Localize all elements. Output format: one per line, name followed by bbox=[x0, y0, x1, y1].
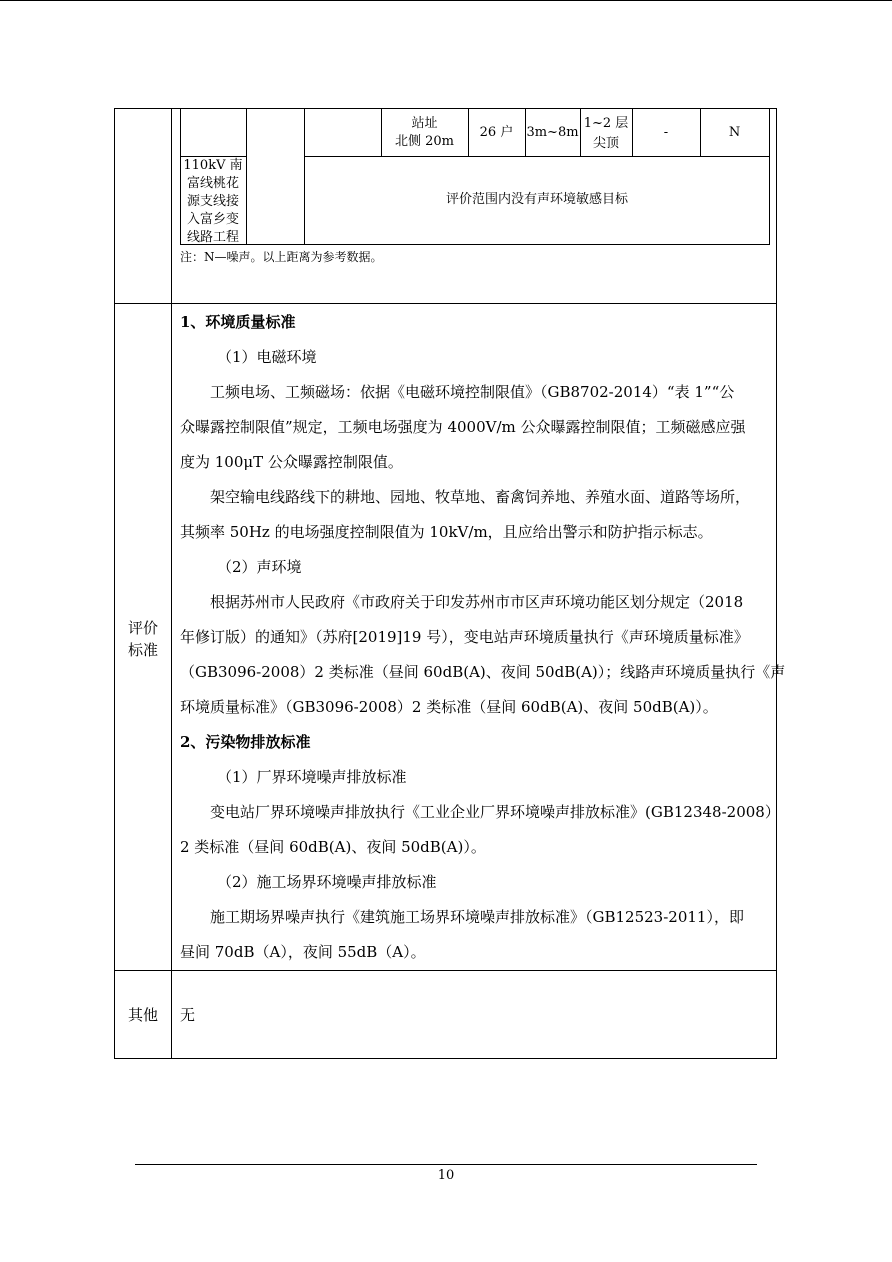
label-column-divider bbox=[171, 108, 172, 1059]
paragraph-line: 变电站厂界环境噪声排放执行《工业企业厂界环境噪声排放标准》(GB12348-2008） bbox=[210, 803, 780, 821]
cell-factor: N bbox=[728, 125, 741, 140]
paragraph-line: 其频率 50Hz 的电场强度控制限值为 10kV/m，且应给出警示和防护指示标志。 bbox=[180, 523, 713, 541]
section-divider-standards bbox=[114, 303, 777, 304]
paragraph-line: 施工期场界噪声执行《建筑施工场界环境噪声排放标准》（GB12523-2011），即 bbox=[210, 908, 744, 926]
subheading-acoustic: （2）声环境 bbox=[217, 558, 302, 576]
cell-building-type: 1~2 层 尖顶 bbox=[583, 116, 629, 151]
subheading-electromagnetic: （1）电磁环境 bbox=[217, 348, 317, 366]
paragraph-line: 架空输电线路线下的耕地、园地、牧草地、畜禽饲养地、养殖水面、道路等场所， bbox=[210, 488, 751, 506]
section-divider-other bbox=[114, 970, 777, 971]
paragraph-line: 工频电场、工频磁场：依据《电磁环境控制限值》（GB8702-2014）“表 1”“公 bbox=[210, 383, 735, 401]
no-target-text: 评价范围内没有声环境敏感目标 bbox=[445, 192, 628, 207]
paragraph-line: 昼间 70dB（A），夜间 55dB（A）。 bbox=[180, 943, 426, 961]
project-name: 110kV 南 富线桃花 源支线接 入富乡变 线路工程 bbox=[183, 158, 243, 245]
paragraph-line: 众曝露控制限值”规定，工频电场强度为 4000V/m 公众曝露控制限值；工频磁感应强 bbox=[180, 418, 746, 436]
paragraph-line: 环境质量标准》（GB3096-2008）2 类标准（昼间 60dB(A)、夜间 50dB(A)）。 bbox=[180, 698, 718, 716]
footer-divider bbox=[135, 1164, 757, 1165]
other-label: 其他 bbox=[127, 1006, 158, 1024]
paragraph-line: 2 类标准（昼间 60dB(A)、夜间 50dB(A)）。 bbox=[180, 838, 486, 856]
table-note: 注：N—噪声。以上距离为参考数据。 bbox=[180, 250, 383, 264]
page-top-border bbox=[0, 0, 892, 1]
cell-distance: 3m~8m bbox=[526, 125, 579, 140]
subheading-boundary-noise: （1）厂界环境噪声排放标准 bbox=[217, 768, 407, 786]
subheading-construction-noise: （2）施工场界环境噪声排放标准 bbox=[217, 873, 437, 891]
heading-quality-standard: 1、环境质量标准 bbox=[180, 313, 296, 331]
standards-label: 评价 标准 bbox=[127, 619, 158, 659]
cell-households: 26 户 bbox=[479, 125, 514, 140]
page-number: 10 bbox=[437, 1168, 455, 1183]
paragraph-line: 度为 100μT 公众曝露控制限值。 bbox=[180, 453, 403, 471]
heading-emission-standard: 2、污染物排放标准 bbox=[180, 733, 311, 751]
cell-location: 站址 北侧 20m bbox=[394, 116, 454, 149]
other-value: 无 bbox=[180, 1006, 196, 1024]
paragraph-line: （GB3096-2008）2 类标准（昼间 60dB(A)、夜间 50dB(A)）；线路声环境质量执行《声 bbox=[180, 663, 786, 681]
paragraph-line: 根据苏州市人民政府《市政府关于印发苏州市市区声环境功能区划分规定（2018 bbox=[210, 593, 744, 611]
paragraph-line: 年修订版）的通知》（苏府[2019]19 号），变电站声环境质量执行《声环境质量标准》 bbox=[180, 628, 749, 646]
standards-body bbox=[180, 305, 786, 970]
cell-dash: - bbox=[663, 125, 669, 140]
